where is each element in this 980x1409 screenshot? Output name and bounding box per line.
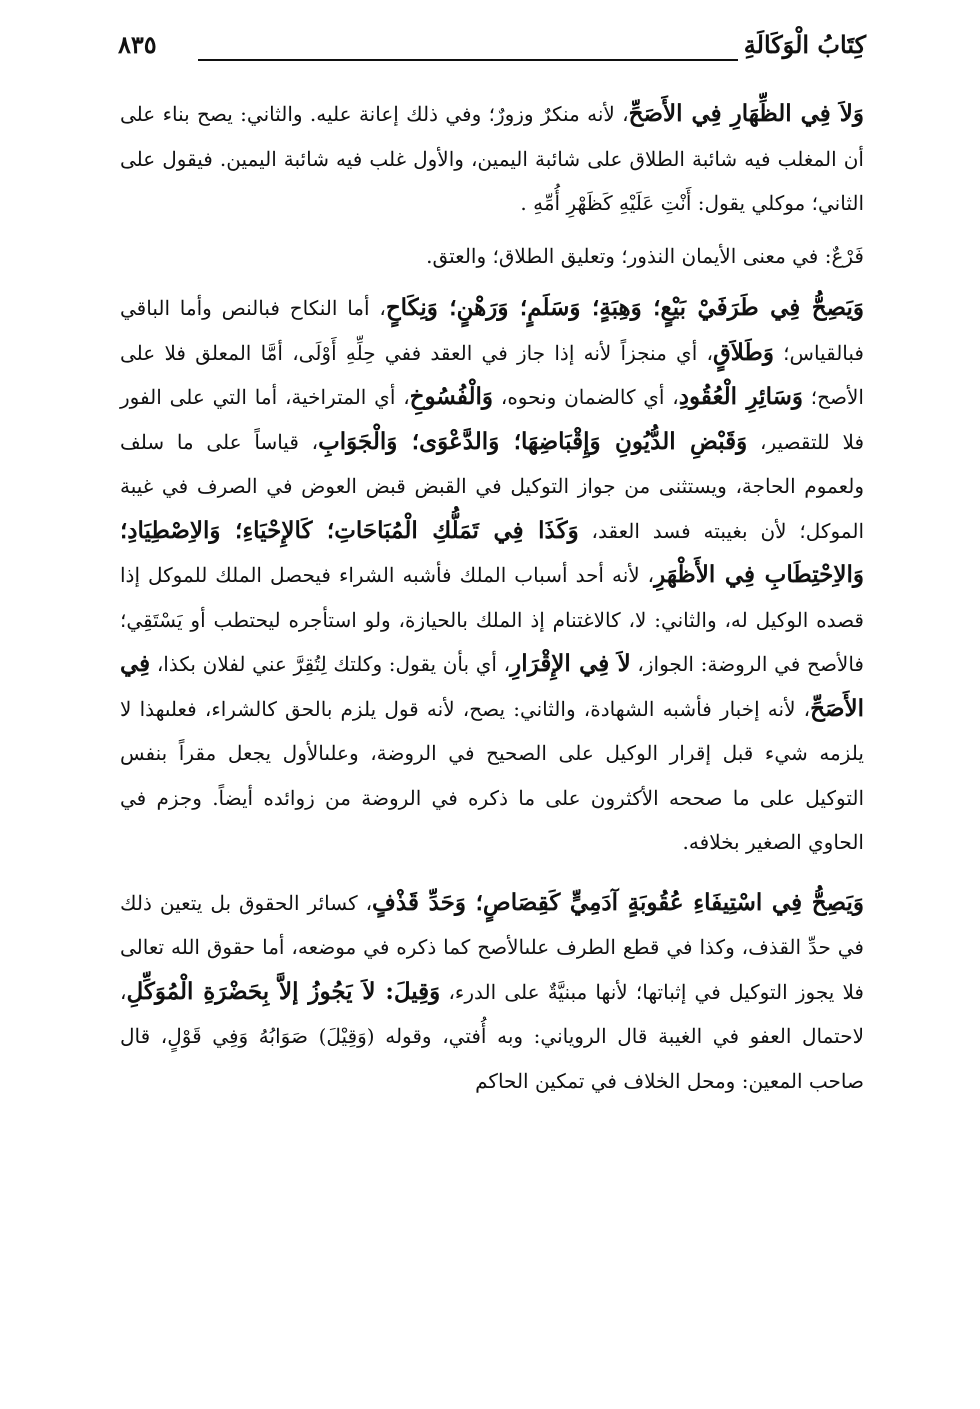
matn-text: وَسَائِرِ الْعُقُودِ [678, 383, 803, 410]
commentary-text: ، كسائر الحقوق بل يتعين ذلك في حدِّ القذف، وكذا في قطع الطرف علىالأصح كما ذكره في موضعه، أما حقوق الله تعالى فلا يجوز التوكيل في إثباتها؛ لأنها مبنيَّةٌ على الدرء، [120, 890, 864, 1004]
matn-text: وَقَبْضِ الدُّيُونِ وَإِقْبَاضِهَا؛ وَالدَّعْوَى؛ وَالْجَوَابِ [318, 427, 748, 455]
commentary-text: ، أي المتراخية، أما التي على الفور فلا للتقصير، [120, 385, 864, 454]
matn-text: وَيَصِحُّ فِي طَرَفَيْ بَيْعٍ؛ وَهِبَةٍ؛ وَسَلَمٍ؛ وَرَهْنٍ؛ وَنِكَاحٍ [385, 294, 864, 321]
commentary-text: ، أي منجزاً لأنه إذا جاز في العقد ففي حِلِّهِ أَوْلَى، أمَّا المعلق فلا على الأصح؛ [120, 340, 864, 409]
paragraph-2 [120, 234, 864, 279]
commentary-text: ، لأنه أحد أسباب الملك فأشبه الشراء فيحصل الملك للموكل إذا قصده الوكيل له، والثاني: لا، كالاغتنام إذ الملك بالحيازة، ولو استأجره ليحتطب أو يَسْتَقِي؛ فالأصح في الروضة: الجواز، [120, 563, 864, 676]
commentary-text: ، لأنه منكرٌ وزورٌ؛ وفي ذلك إعانة عليه. والثاني: يصح بناء على أن المغلب فيه شائبة الطلاق على شائبة اليمين، والأول غلب فيه شائبة اليمين. فيقول على الثاني؛ موكلي يقول: أَنْتِ عَلَيْهِ كَظَهْرِ أُمِّهِ . [120, 102, 864, 215]
matn-text: لاَ فِي الإِقْرَارِ [510, 650, 631, 677]
paragraph-1 [120, 92, 864, 226]
commentary-text: ، أما النكاح فبالنص وأما الباقي فبالقياس؛ [120, 296, 864, 365]
matn-text: وَيَصِحُّ فِي اسْتِيفَاءِ عُقُوبَةٍ آدَمِيٍّ كَقِصَاصٍ؛ وَحَدِّ قَذْفٍ [372, 888, 865, 916]
matn-text: وَطَلاَقٍ [712, 338, 774, 366]
commentary-text: فَرْعٌ: في معنى الأيمان النذور؛ وتعليق الطلاق؛ والعتق. [426, 243, 864, 268]
page-body [120, 92, 864, 1103]
chapter-title: كِتَابُ الْوَكَالَةِ [743, 30, 866, 59]
matn-text: وَالْفُسُوخِ [409, 383, 494, 410]
commentary-text: ، أي بأن يقول: وكلتك لِتُقِرَّ عني لفلان بكذا، [150, 652, 511, 676]
paragraph-3 [120, 286, 864, 865]
commentary-text: ، لاحتمال العفو في الغيبة قال الروياني: وبه أُفتي، وقوله (وَقِيْلَ) صَوَابُهُ وَفِي قَوْلٍ، قال صاحب المعين: ومحل الخلاف في تمكين الحاكم [120, 979, 864, 1093]
matn-text: فِي الأَصَحِّ [120, 650, 864, 722]
matn-text: وَقِيلَ: لاَ يَجُوزُ إلاَّ بِحَضْرَةِ الْمُوَكِّلِ [126, 977, 441, 1005]
commentary-text: ، أي كالضمان ونحوه، [493, 385, 679, 409]
paragraph-4 [120, 881, 864, 1104]
page-header [118, 28, 866, 68]
matn-text: وَلاَ فِي الظِّهَارِ فِي الأَصَحِّ [628, 100, 865, 127]
matn-text: وَكَذَا فِي تَمَلُّكِ الْمُبَاحَاتِ؛ كَالإِحْيَاءِ؛ وَالاِصْطِيَادِ؛ وَالاِحْتِطَابِ فِي الأَظْهَرِ [120, 516, 864, 588]
page-number: ٨٣٥ [118, 30, 157, 59]
header-divider [198, 59, 738, 61]
commentary-text: ، لأنه إخبار فأشبه الشهادة، والثاني: يصح، لأنه قول يلزم بالحق كالشراء، فعلىهذا لا يلزمه شيء قبل إقرار الوكيل على الصحيح في الروضة، وعلىالأول يجعل مقراً بنفس التوكيل على ما صححه الأكثرون على ما ذكره في الروضة من زوائده أيضاً. وجزم في الحاوي الصغير بخلافه. [120, 696, 865, 854]
commentary-text: ، قياساً على ما سلف ولعموم الحاجة، ويستثنى من جواز التوكيل في القبض قبض العوض في الصرف في غيبة الموكل؛ لأن بغيبته فسد العقد، [120, 429, 864, 543]
